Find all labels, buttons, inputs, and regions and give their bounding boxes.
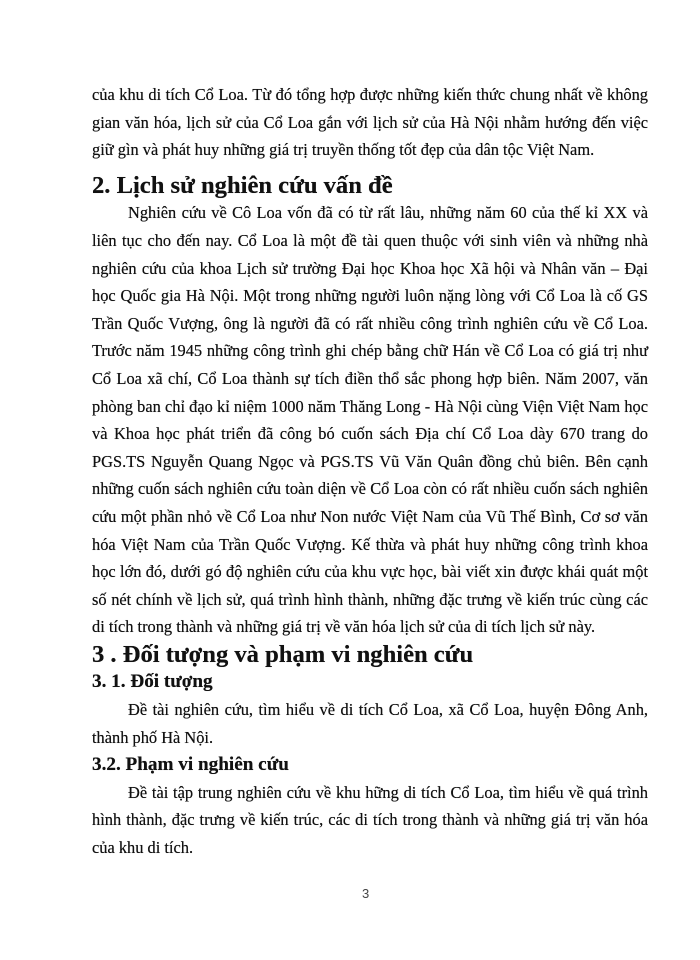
scope-paragraph: Đề tài tập trung nghiên cứu về khu hững di tích Cổ Loa, tìm hiểu về quá trình hình thành, đặc trưng về kiến trúc, các di tích trong thành và những giá trị văn hóa của khu di tích. — [92, 782, 648, 858]
section-heading-research-history: 2. Lịch sử nghiên cứu vấn đề — [92, 171, 393, 199]
research-history-paragraph: Nghiên cứu về Cô Loa vốn đã có từ rất lâu, những năm 60 của thế kỉ XX và liên tục cho đến nay. Cổ Loa là một đề tài quen thuộc với sinh viên và những nhà nghiên cứu của khoa Lịch sử trường Đại học Khoa học Xã hội và Nhân văn – Đại học Quốc gia Hà Nội. Một trong những người luôn nặng lòng với Cổ Loa là cố GS Trần Quốc Vượng, ông là người đã có rất nhiều công trình nghiên cứu về Cổ Loa. Trước năm 1945 những công trình ghi chép bằng chữ Hán về Cổ Loa có giá trị như Cổ Loa xã chí, Cổ Loa thành sự tích điền thổ sắc phong hợp biên. Năm 2007, văn phòng ban chỉ đạo kỉ niệm 1000 năm Thăng Long - Hà Nội cùng Viện Việt Nam học và Khoa học phát triển đã công bó cuốn sách Địa chí Cổ Loa dày 670 trang do PGS.TS Nguyễn Quang Ngọc và PGS.TS Vũ Văn Quân đồng chủ biên. Bên cạnh những cuốn sách nghiên cứu toàn diện về Cổ Loa còn có rất nhiều cuốn sách nghiên cứu một phần nhỏ về Cổ Loa như Non nước Việt Nam của Vũ Thế Bình, Cơ sơ văn hóa Việt Nam của Trần Quốc Vượng. Kế thừa và phát huy những công trình khoa học lớn đó, dưới gó độ nghiên cứu của khu vực học, bài viết xin được khái quát một số nét chính về lịch sử, quá trình hình thành, những đặc trưng về kiến trúc cùng các di tích trong thành và những giá trị về văn hóa lịch sử của di tích lịch sử này. — [92, 203, 648, 637]
intro-paragraph-continuation: của khu di tích Cổ Loa. Từ đó tổng hợp được những kiến thức chung nhất về không gian văn hóa, lịch sử của Cổ Loa gắn với lịch sử của Hà Nội nhằm hướng đến việc giữ gìn và phát huy những giá trị truyền thống tốt đẹp của dân tộc Việt Nam. — [92, 85, 648, 160]
section-heading-subject-scope: 3 . Đối tượng và phạm vi nghiên cứu — [92, 640, 474, 668]
subject-paragraph: Đề tài nghiên cứu, tìm hiểu về di tích Cổ Loa, xã Cổ Loa, huyện Đông Anh, thành phố Hà Nội. — [92, 700, 648, 747]
page-content — [92, 81, 648, 862]
page-number: 3 — [362, 886, 370, 901]
subsection-heading-subject: 3. 1. Đối tượng — [92, 671, 213, 693]
subsection-heading-scope: 3.2. Phạm vi nghiên cứu — [92, 754, 289, 776]
